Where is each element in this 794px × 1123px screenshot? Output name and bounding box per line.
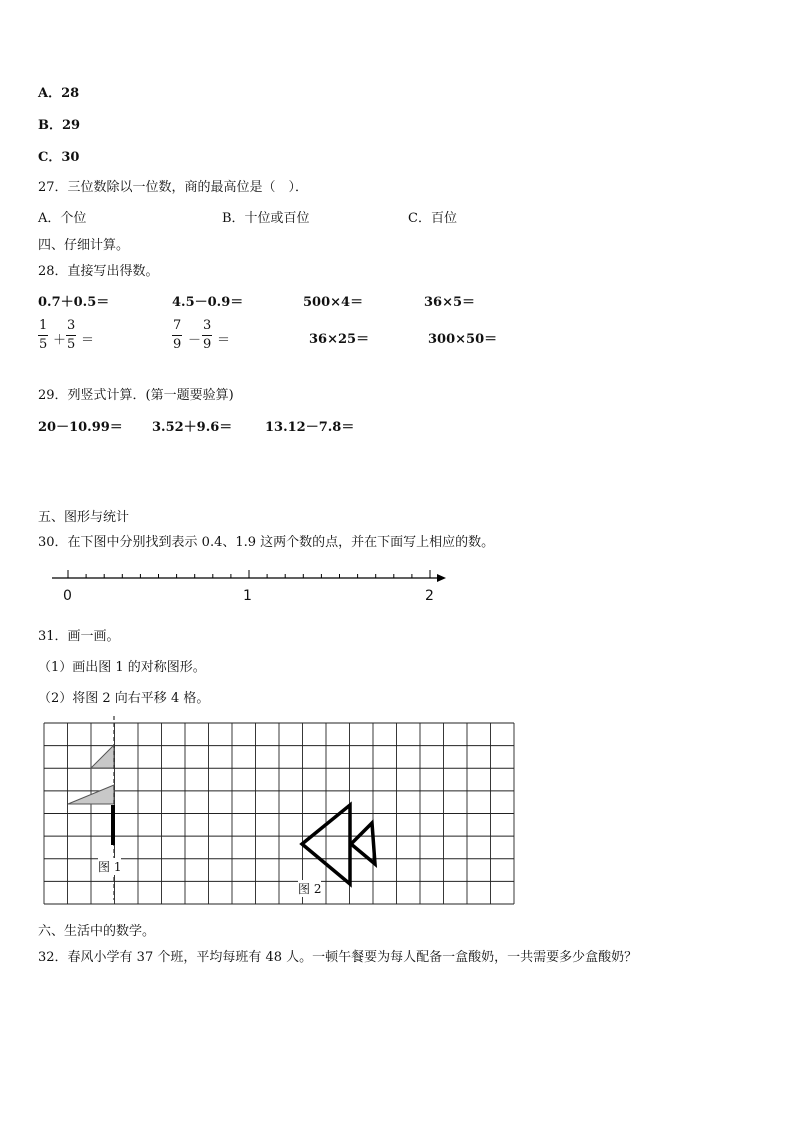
q27-option-c: C．百位: [408, 211, 457, 226]
equals-sign: ＝: [217, 333, 231, 348]
figure-2-label: 图 2: [298, 882, 322, 896]
vertical-calc-item: 13.12－7.8＝: [265, 420, 355, 435]
figure-1-label: 图 1: [98, 860, 122, 874]
calc-item: 4.5－0.9＝: [172, 295, 244, 310]
figure-2-small-triangle: [351, 823, 375, 864]
figure-1-upper-triangle: [91, 745, 114, 768]
section-4-heading: 四、仔细计算。: [38, 238, 130, 253]
numerator: 3: [203, 318, 212, 333]
calc-item: 36×5＝: [424, 295, 476, 310]
calc-item: 300×50＝: [428, 332, 498, 347]
q27-option-a: A．个位: [38, 211, 87, 226]
vertical-calc-item: 3.52＋9.6＝: [152, 420, 233, 435]
question-32-stem: 32．春风小学有 37 个班，平均每班有 48 人。一顿午餐要为每人配备一盒酸奶，一共需要多少盒酸奶？: [38, 950, 638, 965]
option-c: C．30: [38, 150, 80, 165]
equals-sign: ＝: [81, 333, 95, 348]
numerator: 3: [67, 318, 76, 333]
number-line-label-0: 0: [63, 588, 72, 604]
option-a: A．28: [38, 86, 80, 101]
number-line-label-2: 2: [425, 588, 434, 604]
denominator: 5: [67, 337, 76, 352]
number-line-label-1: 1: [243, 588, 252, 604]
denominator: 5: [39, 337, 48, 352]
denominator: 9: [173, 337, 182, 352]
section-6-heading: 六、生活中的数学。: [38, 924, 156, 939]
question-31-stem: 31．画一画。: [38, 629, 120, 644]
question-31-sub-1: （1）画出图 1 的对称图形。: [38, 660, 206, 675]
question-28-stem: 28．直接写出得数。: [38, 264, 159, 279]
question-30-stem: 30．在下图中分别找到表示 0.4、1.9 这两个数的点，并在下面写上相应的数。: [38, 535, 495, 550]
option-b: B．29: [38, 118, 81, 133]
section-5-heading: 五、图形与统计: [38, 510, 130, 525]
question-29-stem: 29．列竖式计算．(第一题要验算): [38, 388, 234, 403]
numerator: 1: [39, 318, 48, 333]
question-27-stem: 27．三位数除以一位数，商的最高位是（ ）．: [38, 180, 309, 195]
calc-item: 0.7＋0.5＝: [38, 295, 110, 310]
q27-option-b: B．十位或百位: [222, 211, 310, 226]
calc-item: 36×25＝: [309, 332, 370, 347]
plus-sign: ＋: [53, 333, 67, 348]
minus-sign: －: [188, 333, 202, 348]
vertical-calc-item: 20－10.99＝: [38, 420, 123, 435]
numerator: 7: [173, 318, 182, 333]
denominator: 9: [203, 337, 212, 352]
calc-item: 500×4＝: [303, 295, 364, 310]
question-31-sub-2: （2）将图 2 向右平移 4 格。: [38, 691, 210, 706]
